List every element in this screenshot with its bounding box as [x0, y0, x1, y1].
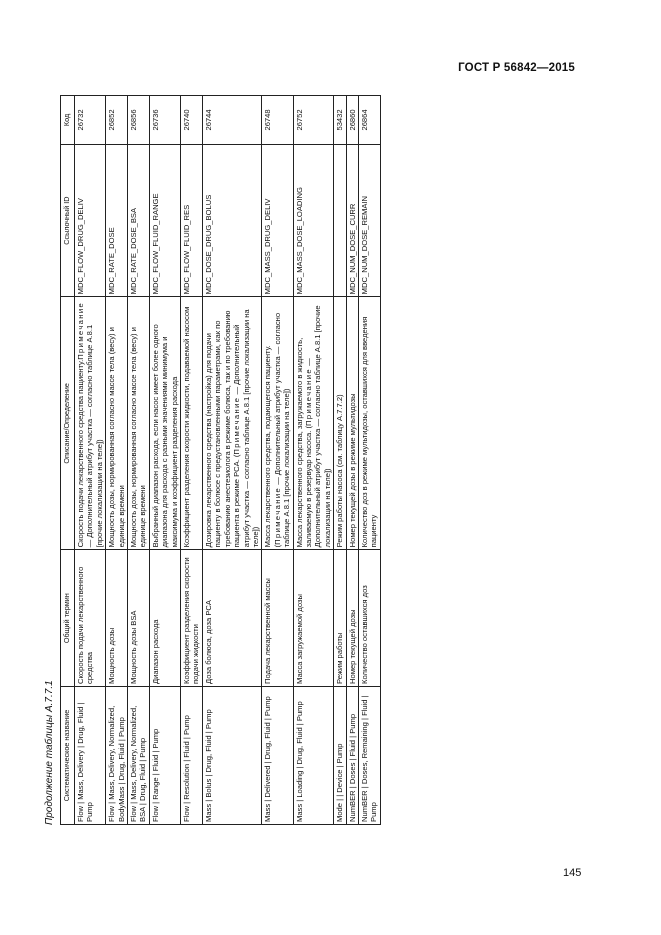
note-label: Примечание [76, 301, 85, 360]
cell-reference-id: MDC_NUM_DOSE_REMAIN [358, 144, 380, 296]
cell-code: 26856 [128, 96, 150, 145]
cell-reference-id: MDC_FLOW_DRUG_DELIV [75, 144, 106, 296]
table-row [346, 96, 358, 825]
cell-systematic-name: Flow | Mass, Delivery, Normalized, BodyMass | Drug, Fluid | Pump [106, 686, 128, 824]
description-text: Скорость подачи лекарственного средства пациенту. [76, 359, 85, 548]
data-table [60, 95, 381, 825]
note-text: — Дополнительный атрибут участка — согласно таблице А.8.1 [прочие локализации на теле]) [272, 312, 292, 548]
table-row [358, 96, 380, 825]
table-caption: Продолжение таблицы А.7.7.1 [44, 680, 55, 825]
cell-code: 26864 [358, 96, 380, 145]
cell-reference-id: MDC_MASS_DOSE_LOADING [293, 144, 334, 296]
cell-systematic-name: NumBER | Doses | Fluid | Pump [346, 686, 358, 824]
note-text: — Дополнительный атрибут участка — согласно таблице А.8.1 [прочие локализации на теле]) [232, 309, 260, 548]
description-text: Режим работы насоса (см. таблицу А.7.7.2) [335, 394, 345, 548]
cell-reference-id: MDC_FLOW_FLUID_RES [181, 144, 203, 296]
rotated-table-area [42, 95, 582, 825]
cell-systematic-name: Flow | Resolution | Fluid | Pump [181, 686, 203, 824]
table-row [75, 96, 106, 825]
table-row [149, 96, 180, 825]
note-label: Примечание [303, 368, 313, 426]
table-row [262, 96, 293, 825]
cell-code: 26744 [202, 96, 261, 145]
description-text: Дозировка лекарственного средства (настройка) для подачи пациенту в болюсе с предустановленными параметрами, как по требованию анестезиолога в режиме болюса, так и по требованию пациента в режиме PCA. ( [203, 310, 242, 548]
cell-code: 26732 [75, 96, 106, 145]
cell-description [358, 297, 380, 550]
table-row [334, 96, 346, 825]
table-row [181, 96, 203, 825]
note-text: — Дополнительный атрибут участка — согласно таблице А.8.1 [прочие локализации на теле]) [303, 305, 332, 548]
description-text: Мощность дозы, нормированная согласно массе тела (весу) и единице времени [107, 327, 126, 548]
cell-systematic-name: Flow | Mass, Delivery, Normalized, BSA | Drug, Fluid | Pump [128, 686, 150, 824]
cell-description [149, 297, 180, 550]
description-text: Мощность дозы, нормированная согласно массе тела (весу) и единице времени [129, 327, 148, 548]
cell-description [106, 297, 128, 550]
cell-general-term: Скорость подачи лекарственного средства [75, 550, 106, 687]
cell-reference-id: MDC_RATE_DOSE_BSA [128, 144, 150, 296]
col-header-description: Описание/Определение [61, 297, 75, 550]
note-text: — Дополнительный атрибут участка — согласно таблице А.8.1 [прочие локализации на теле]) [85, 324, 104, 548]
standard-header: ГОСТ Р 56842—2015 [458, 62, 575, 74]
cell-description [346, 297, 358, 550]
cell-code: 26852 [106, 96, 128, 145]
cell-systematic-name: Mode | | Device | Pump [334, 686, 346, 824]
col-header-code: Код [61, 96, 75, 145]
table-row [128, 96, 150, 825]
cell-code: 53432 [334, 96, 346, 145]
cell-systematic-name: Mass | Delivered | Drug, Fluid | Pump [262, 686, 293, 824]
description-text: Масса лекарственного средства, подающегося пациенту. ( [263, 345, 282, 548]
cell-code: 26748 [262, 96, 293, 145]
table-body [75, 96, 381, 825]
cell-general-term: Доза болюса, доза PCA [202, 550, 261, 687]
table-row [202, 96, 261, 825]
description-text: Масса лекарственного средства, загружаемого в жидкость, заливаемую в резервуар насоса. ( [294, 337, 313, 548]
table-row [293, 96, 334, 825]
table-header-row [61, 96, 75, 825]
cell-description [128, 297, 150, 550]
cell-code: 26736 [149, 96, 180, 145]
cell-systematic-name: Mass | Bolus | Drug, Fluid | Pump [202, 686, 261, 824]
cell-reference-id: MDC_DOSE_DRUG_BOLUS [202, 144, 261, 296]
cell-general-term: Диапазон расхода [149, 550, 180, 687]
cell-general-term: Коэффициент разделения скорости подачи жидкости [181, 550, 203, 687]
cell-systematic-name: Flow | Mass, Delivery | Drug, Fluid | Pump [75, 686, 106, 824]
cell-general-term: Масса загружаемой дозы [293, 550, 334, 687]
col-header-term: Общий термин [61, 550, 75, 687]
cell-description [293, 297, 334, 550]
cell-code: 26740 [181, 96, 203, 145]
description-text: Коэффициент разделения скорости жидкости, подаваемой насосом [182, 306, 192, 548]
cell-description [334, 297, 346, 550]
cell-general-term: Количество оставшихся доз [358, 550, 380, 687]
cell-reference-id: MDC_MASS_DRUG_DELIV [262, 144, 293, 296]
cell-description [181, 297, 203, 550]
cell-description [202, 297, 261, 550]
col-header-systematic: Систематическое название [61, 686, 75, 824]
cell-reference-id: MDC_RATE_DOSE [106, 144, 128, 296]
description-text: Выбранный диапазон расхода, если насос имеет более одного диапазона для расхода с разными значениями минимума и максимума и коэффициент разделения расхода [150, 324, 179, 548]
description-text: Номер текущей дозы в режиме мультидозы [347, 393, 357, 548]
table-row [106, 96, 128, 825]
note-label: Примечание [232, 396, 242, 455]
cell-reference-id: MDC_NUM_DOSE_CURR [346, 144, 358, 296]
description-text: Количество доз в режиме мультидозы, оставшихся для введения пациенту [359, 316, 379, 548]
cell-general-term: Мощность дозы [106, 550, 128, 687]
note-label: Примечание [272, 486, 282, 545]
page-number: 145 [563, 867, 582, 879]
cell-general-term: Мощность дозы BSA [128, 550, 150, 687]
cell-systematic-name: NumBER | Doses, Remaining | Fluid | Pump [358, 686, 380, 824]
cell-description [262, 297, 293, 550]
cell-reference-id: MDC_FLOW_FLUID_RANGE [149, 144, 180, 296]
cell-reference-id [334, 144, 346, 296]
cell-general-term: Режим работы [334, 550, 346, 687]
col-header-ref-id: Ссылочный ID [61, 144, 75, 296]
cell-code: 26752 [293, 96, 334, 145]
cell-systematic-name: Mass | Loading | Drug, Fluid | Pump [293, 686, 334, 824]
cell-code: 26860 [346, 96, 358, 145]
cell-systematic-name: Flow | Range | Fluid | Pump [149, 686, 180, 824]
cell-description [75, 297, 106, 550]
cell-general-term: Номер текущей дозы [346, 550, 358, 687]
cell-general-term: Подача лекарственной массы [262, 550, 293, 687]
